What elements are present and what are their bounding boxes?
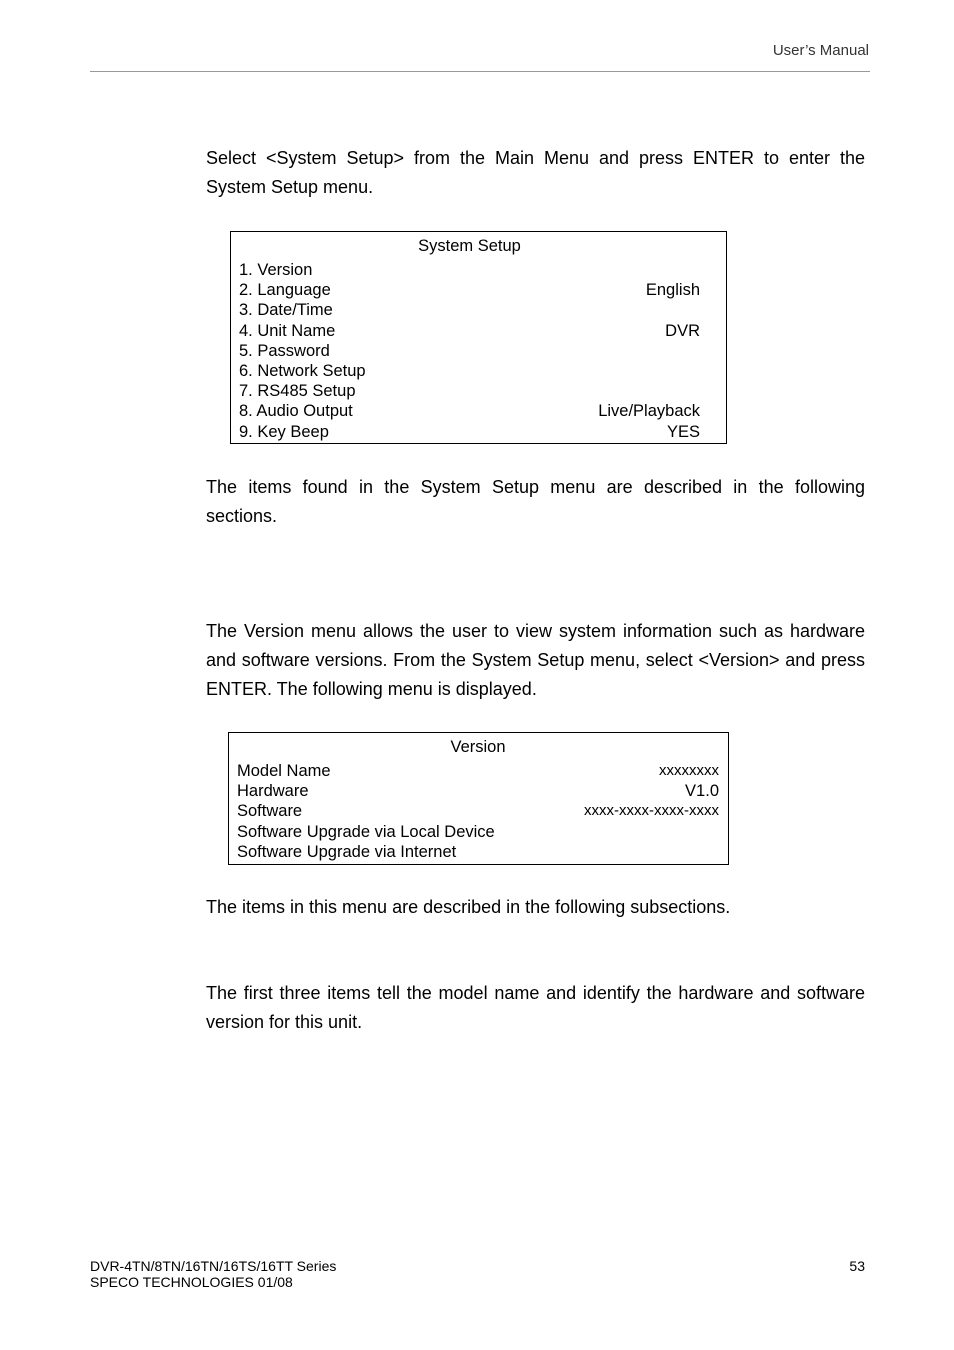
menu-row-label: Software Upgrade via Internet: [237, 842, 457, 861]
version-intro-paragraph: The Version menu allows the user to view system information such as hardware and software versions. From the System Setup menu, select <Version> and press ENTER. The following menu is displayed.: [206, 621, 865, 699]
menu-title: System Setup: [418, 237, 521, 255]
menu-row-date-time: [239, 300, 700, 320]
menu-row-network-setup: [239, 361, 700, 381]
menu-row-upgrade-local: [237, 822, 719, 842]
header-title: User’s Manual: [772, 42, 869, 59]
menu-row-value: Live/Playback: [598, 402, 700, 421]
menu-row-audio-output: [239, 401, 700, 421]
menu-row-label: 3. Date/Time: [239, 301, 333, 320]
menu-row-label: 8. Audio Output: [239, 402, 353, 421]
footer-info: [90, 1258, 336, 1290]
page-number: 53: [849, 1258, 865, 1274]
menu-row-software: [237, 801, 719, 821]
menu-row-value: English: [645, 281, 700, 300]
menu-row-key-beep: [239, 422, 700, 442]
menu-row-unit-name: [239, 321, 700, 341]
menu-row-label: 5. Password: [239, 341, 330, 360]
first-three-paragraph: The first three items tell the model name and identify the hardware and software version for this unit.: [206, 983, 865, 1032]
menu-row-rs485-setup: [239, 381, 700, 401]
footer-company: SPECO TECHNOLOGIES 01/08: [90, 1274, 293, 1290]
menu-row-version: [239, 260, 700, 280]
menu-row-value: xxxx-xxxx-xxxx-xxxx: [584, 802, 719, 820]
header-rule: [90, 71, 870, 72]
subsections-paragraph: The items in this menu are described in the following subsections.: [206, 897, 731, 917]
footer-series: DVR-4TN/8TN/16TN/16TS/16TT Series: [90, 1258, 337, 1274]
menu-row-value: xxxxxxxx: [659, 762, 719, 779]
menu-title: Version: [450, 738, 506, 756]
menu-row-label: Hardware: [237, 782, 309, 801]
menu-row-label: Model Name: [237, 762, 331, 780]
menu-row-value: V1.0: [685, 782, 719, 801]
menu-row-label: 2. Language: [239, 281, 331, 300]
menu-row-label: Software: [237, 802, 303, 821]
menu-row-model-name: [237, 761, 719, 781]
menu-row-value: YES: [666, 422, 700, 441]
menu-row-language: [239, 280, 700, 300]
menu-row-label: 7. RS485 Setup: [239, 382, 356, 401]
menu-row-label: 4. Unit Name: [239, 321, 336, 340]
menu-row-value: DVR: [665, 321, 700, 340]
menu-row-upgrade-internet: [237, 842, 719, 862]
version-menu: [228, 732, 729, 865]
intro-paragraph: Select <System Setup> from the Main Menu and press ENTER to enter the System Setup menu.: [206, 148, 865, 197]
menu-row-label: Software Upgrade via Local Device: [237, 822, 495, 841]
system-setup-menu: [230, 231, 727, 444]
menu-row-password: [239, 341, 700, 361]
menu-row-label: 1. Version: [239, 261, 313, 279]
items-described-paragraph: The items found in the System Setup menu are described in the following sections.: [206, 477, 865, 526]
menu-row-label: 9. Key Beep: [239, 422, 329, 441]
menu-row-label: 6. Network Setup: [239, 361, 366, 380]
menu-row-hardware: [237, 781, 719, 801]
